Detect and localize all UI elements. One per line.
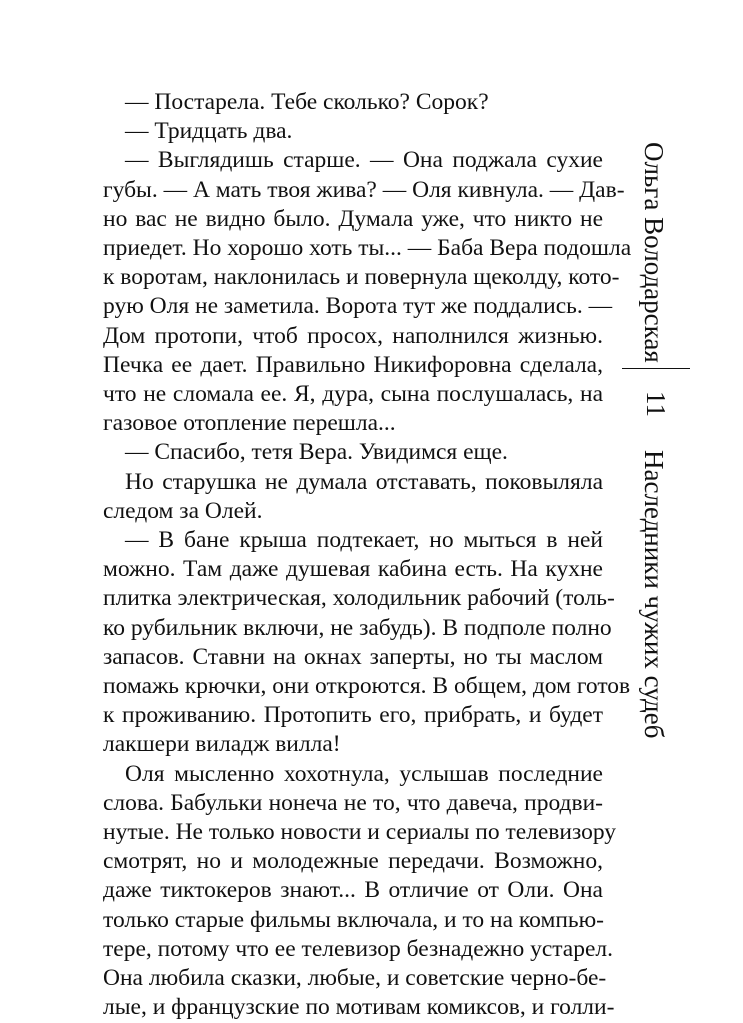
text-line: смотрят, но и молодежные передачи. Возможно, [103, 848, 603, 875]
text-line: Дом протопи, чтоб просох, наполнился жизнью. [103, 322, 603, 349]
text-line: только старые фильмы включала, и то на компью- [103, 906, 604, 933]
running-head-book-title: Наследники чужих судеб [639, 450, 669, 739]
text-line: к воротам, наклонилась и повернула щеколду, кото- [103, 264, 620, 291]
running-head-divider [622, 368, 690, 369]
text-line: лые, и французские по мотивам комиксов, и голли- [103, 994, 615, 1021]
text-line: но вас не видно было. Думала уже, что никто не [103, 205, 603, 232]
text-line: Печка ее дает. Правильно Никифоровна сделала, [103, 351, 603, 378]
text-line: Она любила сказки, любые, и советские черно-бе- [103, 965, 607, 992]
text-line: — Выглядишь старше. — Она поджала сухие [125, 147, 603, 174]
text-line: следом за Олей. [103, 497, 263, 524]
page-number: 11 [641, 391, 671, 417]
running-head [628, 130, 688, 890]
text-line: запасов. Ставни на окнах заперты, но ты маслом [103, 643, 603, 670]
text-line: тере, потому что ее телевизор безнадежно устарел. [103, 935, 614, 962]
text-line: нутые. Не только новости и сериалы по телевизору [103, 819, 617, 846]
text-line: приедет. Но хорошо хоть ты... — Баба Вера подошла [103, 235, 632, 262]
text-line: губы. — А мать твоя жива? — Оля кивнула. — Дав- [103, 176, 625, 203]
text-line: рую Оля не заметила. Ворота тут же поддались. — [103, 293, 613, 320]
text-line: можно. Там даже душевая кабина есть. На кухне [103, 556, 603, 583]
text-line: что не сломала ее. Я, дура, сына послушалась, на [103, 381, 603, 408]
text-line: плитка электрическая, холодильник рабочий (толь- [103, 585, 615, 612]
text-line: — В бане крыша подтекает, но мыться в ней [125, 527, 603, 554]
body-text [103, 88, 632, 1023]
running-head-author: Ольга Володарская [639, 142, 669, 363]
text-line: газовое отопление перешла... [103, 410, 396, 437]
text-line: помажь крючки, они откроются. В общем, дом готов [103, 673, 631, 700]
text-line: — Тридцать два. [125, 118, 293, 145]
text-line: даже тиктокеров знают... В отличие от Оли. Она [103, 877, 603, 904]
text-line: — Постарела. Тебе сколько? Сорок? [125, 89, 489, 115]
text-line: ко рубильник включи, не забудь). В подполе полно [103, 614, 612, 641]
text-line: к проживанию. Протопить его, прибрать, и будет [103, 702, 603, 729]
text-line: лакшери виладж вилла! [103, 731, 341, 758]
text-line: Оля мысленно хохотнула, услышав последние [125, 760, 603, 787]
text-line: Но старушка не думала отставать, поковыляла [125, 468, 603, 495]
text-line: слова. Бабульки нонеча не то, что давеча, продви- [103, 789, 603, 816]
text-line: — Спасибо, тетя Вера. Увидимся еще. [125, 439, 508, 466]
